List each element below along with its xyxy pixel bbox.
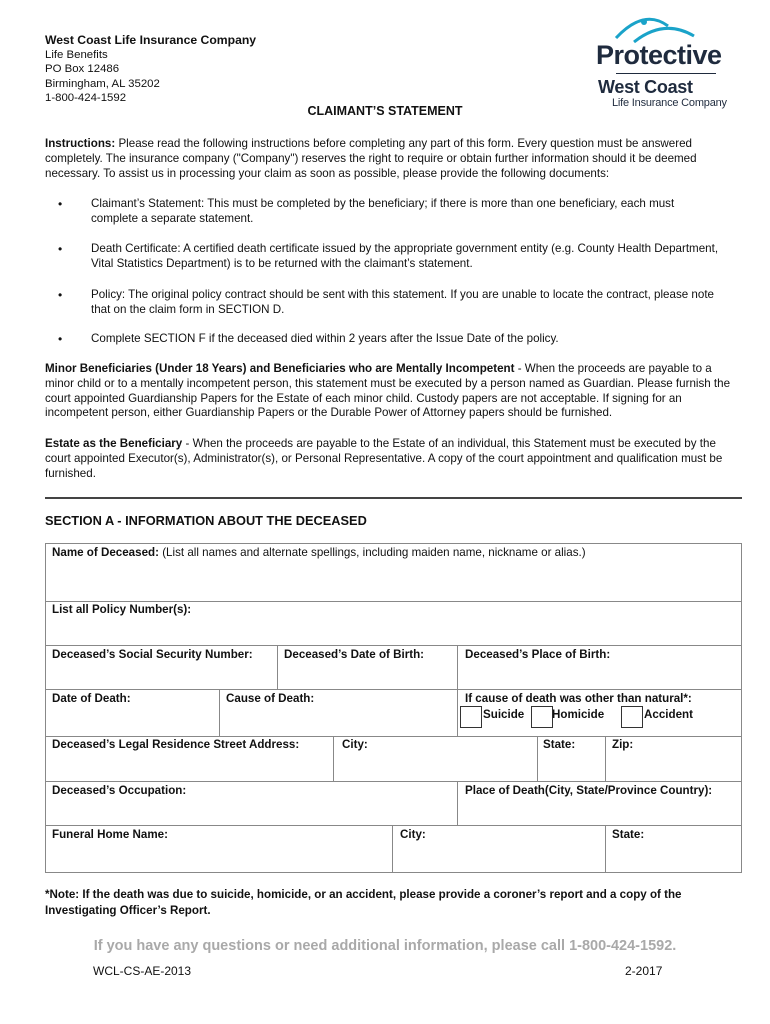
- form-title: CLAIMANT’S STATEMENT: [307, 104, 463, 118]
- zip-field[interactable]: Zip:: [612, 738, 634, 751]
- name-of-deceased-field[interactable]: [52, 546, 586, 559]
- accident-checkbox[interactable]: [621, 706, 643, 728]
- place-of-birth-field[interactable]: Deceased’s Place of Birth:: [465, 648, 611, 661]
- bullet-icon: •: [58, 332, 63, 346]
- funeral-city-field[interactable]: City:: [400, 828, 426, 841]
- funeral-home-field[interactable]: Funeral Home Name:: [52, 828, 168, 841]
- bullet-policy: Policy: The original policy contract should be sent with this statement. If you are unable to locate the contract, please note that on the claim form in SECTION D.: [91, 288, 714, 316]
- occupation-field[interactable]: Deceased’s Occupation:: [52, 784, 187, 797]
- name-of-deceased-label: Name of Deceased:: [52, 546, 159, 559]
- date-of-death-field[interactable]: Date of Death:: [52, 692, 131, 705]
- estate-label: Estate as the Beneficiary: [45, 437, 183, 450]
- homicide-checkbox[interactable]: [531, 706, 553, 728]
- section-a-title: SECTION A - INFORMATION ABOUT THE DECEASED: [45, 513, 367, 528]
- legal-address-field[interactable]: Deceased’s Legal Residence Street Address:: [52, 738, 300, 751]
- bullet-icon: •: [58, 242, 63, 256]
- bullet-death-certificate: Death Certificate: A certified death certificate issued by the appropriate government entity (e.g. County Health Department, Vital Statistics Department) is to be returned with the claimant’s statement.: [91, 242, 719, 270]
- name-hint: (List all names and alternate spellings, including maiden name, nickname or alias.): [158, 546, 586, 559]
- minor-label: Minor Beneficiaries (Under 18 Years) and Beneficiaries who are Mentally Incompetent: [45, 362, 515, 375]
- city-field[interactable]: City:: [342, 738, 368, 751]
- estate-paragraph: [45, 437, 737, 481]
- logo-brand: Protective: [596, 40, 722, 70]
- form-date: 2-2017: [625, 964, 663, 978]
- logo-sub: West Coast: [598, 77, 693, 97]
- suicide-label: Suicide: [483, 708, 525, 721]
- section-divider: [45, 497, 742, 499]
- contact-line: If you have any questions or need additional information, please call 1-800-424-1592.: [93, 938, 677, 954]
- form-id: WCL-CS-AE-2013: [93, 964, 192, 978]
- place-of-death-field[interactable]: Place of Death(City, State/Province Country):: [465, 784, 713, 797]
- suicide-checkbox[interactable]: [460, 706, 482, 728]
- estate-text: - When the proceeds are payable to the Estate of an individual, this Statement must be executed by the court appointed Executor(s), Administrator(s), or Personal Representative. A copy of the court appointment and qualification must be furnished.: [45, 437, 723, 480]
- state-field[interactable]: State:: [543, 738, 576, 751]
- accident-label: Accident: [644, 708, 693, 721]
- deceased-info-table: [45, 543, 742, 873]
- logo-divider: [616, 73, 716, 74]
- company-address-block: [45, 33, 256, 106]
- instructions-label: Instructions:: [45, 137, 116, 150]
- date-of-birth-field[interactable]: Deceased’s Date of Birth:: [284, 648, 425, 661]
- minor-text: - When the proceeds are payable to a minor child or to a mentally incompetent person, this statement must be executed by a person named as Guardian. Please furnish the court appointed Guardianship Papers for the Estate of each minor child. Custody papers are not acceptable. If signing for an incompetent person, either Guardianship Papers or the Durable Power of Attorney papers should be furnished.: [45, 362, 731, 420]
- ssn-field[interactable]: Deceased’s Social Security Number:: [52, 648, 253, 661]
- homicide-label: Homicide: [552, 708, 605, 721]
- bullet-claimant-statement: Claimant’s Statement: This must be completed by the beneficiary; if there is more than one beneficiary, each must complete a separate statement.: [91, 197, 675, 225]
- bullet-icon: •: [58, 197, 63, 211]
- logo-tagline: Life Insurance Company: [612, 97, 727, 109]
- bullet-section-f: Complete SECTION F if the deceased died within 2 years after the Issue Date of the policy.: [91, 332, 559, 345]
- company-logo: [594, 16, 734, 112]
- department: Life Benefits: [45, 48, 108, 61]
- policy-numbers-field[interactable]: List all Policy Number(s):: [52, 603, 192, 616]
- bullet-icon: •: [58, 288, 63, 302]
- coroner-note: *Note: If the death was due to suicide, homicide, or an accident, please provide a coroner’s report and a copy of the Investigating Officer’s Report.: [45, 888, 682, 917]
- po-box: PO Box 12486: [45, 63, 120, 75]
- city-state-zip: Birmingham, AL 35202: [45, 77, 160, 90]
- funeral-state-field[interactable]: State:: [612, 828, 645, 841]
- instructions-paragraph: [45, 137, 737, 181]
- instructions-text: Please read the following instructions before completing any part of this form. Every question must be answered completely. The insurance company ("Company") reserves the right to require or obtain further information should it be deemed necessary. To assist us in processing your claim as soon as possible, please provide the following documents:: [45, 137, 697, 180]
- phone-number: 1-800-424-1592: [45, 92, 127, 104]
- cause-of-death-field[interactable]: Cause of Death:: [226, 692, 315, 705]
- company-name: West Coast Life Insurance Company: [45, 33, 257, 47]
- minor-beneficiaries-paragraph: [45, 362, 737, 421]
- other-than-natural-label: If cause of death was other than natural*:: [465, 692, 692, 705]
